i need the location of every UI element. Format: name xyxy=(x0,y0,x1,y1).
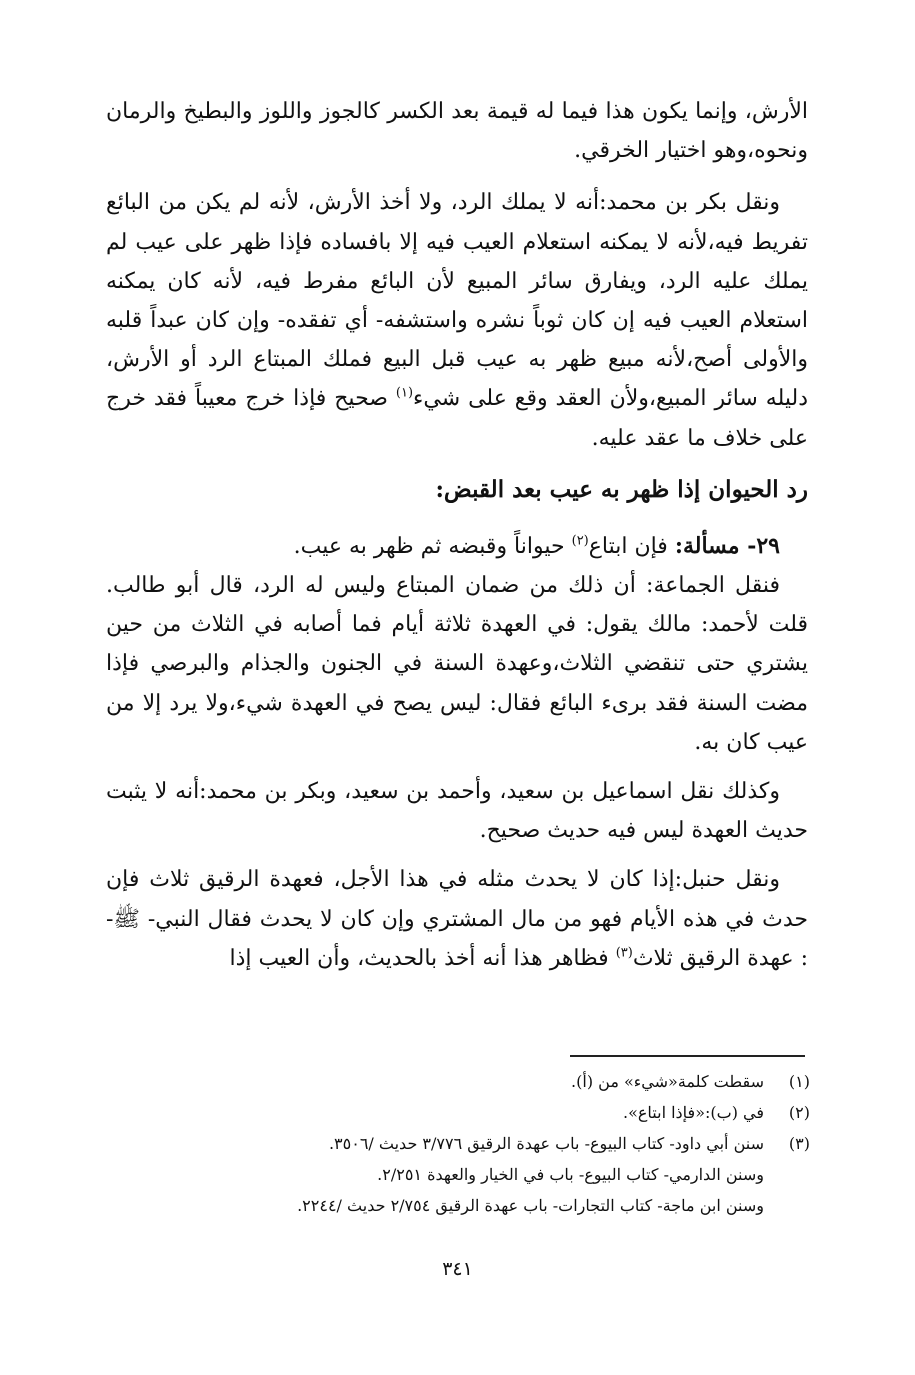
paragraph-text: الأرش، وإنما يكون هذا فيما له قيمة بعد الكسر كالجوز واللوز والبطيخ والرمان ونحوه،وهو اختيار الخرقي. xyxy=(106,99,808,164)
paragraph-ismail-narration xyxy=(106,772,808,850)
paragraph-text: حيواناً وقبضه ثم ظهر به عيب. xyxy=(293,533,572,559)
footnote-number: (١) xyxy=(788,1072,810,1091)
footnote-ref-2[interactable]: (٢) xyxy=(571,533,589,549)
paragraph-text: فظاهر هذا أنه أخذ بالحديث، وأن العيب إذا xyxy=(229,945,616,971)
footnote-3-continuation: وسنن الدارمي- كتاب البيوع- باب في الخيار والعهدة ٢/٢٥١. xyxy=(377,1165,764,1184)
footnotes xyxy=(110,1066,810,1221)
paragraph-text: وكذلك نقل اسماعيل بن سعيد، وأحمد بن سعيد، وبكر بن محمد:أنه لا يثبت حديث العهدة ليس فيه حديث صحيح. xyxy=(106,779,808,844)
footnote-text: سقطت كلمة«شيء» من (أ). xyxy=(571,1072,764,1091)
paragraph-continued xyxy=(106,92,808,170)
section-heading: رد الحيوان إذا ظهر به عيب بعد القبض: xyxy=(435,475,808,503)
page-number: ٣٤١ xyxy=(442,1258,473,1280)
paragraph-bakr-narration xyxy=(106,183,808,457)
footnote-3-continuation: وسنن ابن ماجة- كتاب التجارات- باب عهدة الرقيق ٢/٧٥٤ حديث /٢٢٤٤. xyxy=(297,1196,764,1215)
paragraph-hanbal-narration xyxy=(106,860,808,978)
footnote-text: في (ب):«فإذا ابتاع». xyxy=(623,1103,764,1122)
paragraph-jamaa-narration xyxy=(106,566,808,762)
footnote-text: سنن أبي داود- كتاب البيوع- باب عهدة الرقيق ٣/٧٧٦ حديث /٣٥٠٦. xyxy=(328,1134,764,1153)
footnote-1 xyxy=(110,1066,810,1097)
paragraph-text: صحيح فإذا خرج معيباً فقد خرج على خلاف ما عقد عليه. xyxy=(106,386,808,451)
footnote-2 xyxy=(110,1097,810,1128)
main-text xyxy=(106,92,808,978)
paragraph-text: فإن ابتاع xyxy=(588,533,675,559)
footnote-number: (٣) xyxy=(788,1134,810,1153)
footnote-number: (٢) xyxy=(788,1103,810,1122)
footnote-ref-1[interactable]: (١) xyxy=(395,386,414,402)
footnote-ref-3[interactable]: (٣) xyxy=(615,945,633,961)
issue-label: ٢٩- مسألة: xyxy=(674,532,780,559)
footnote-separator xyxy=(570,1055,805,1057)
footnote-3 xyxy=(110,1128,810,1159)
paragraph-text: فنقل الجماعة: أن ذلك من ضمان المبتاع وليس له الرد، قال أبو طالب. قلت لأحمد: مالك يقول: في العهدة ثلاثة أيام فما أصابه في الثلاث من حين يشتري حتى تنقضي الثلاث،وعهدة السنة في الجنون والجذام والبرصي فإذا مضت السنة فقد برىء البائع فقال: ليس يصح في العهدة شيء،ولا يرد إلا من عيب كان به. xyxy=(106,573,808,755)
paragraph-text: ونقل حنبل:إذا كان لا يحدث مثله في هذا الأجل، فعهدة الرقيق ثلاث فإن حدث في هذه الأيام فهو من مال المشتري وإن كان لا يحدث فقال النبي- ﷺ- : عهدة الرقيق ثلاث xyxy=(106,867,808,971)
paragraph-text: ونقل بكر بن محمد:أنه لا يملك الرد، ولا أخذ الأرش، لأنه لم يكن من البائع تفريط فيه،لأنه لا يمكنه استعلام العيب فيه إلا بافساده فإذا ظهر على عيب لم يملك عليه الرد، ويفارق سائر المبيع لأن البائع مفرط فيه، لأنه كان يمكنه استعلام العيب فيه إن كان ثوباً نشره واستشفه- أي تفقده- وإن كان عبداً قلبه والأولى أصح،لأنه مبيع ظهر به عيب قبل البيع فملك المبتاع الرد أو الأرش، دليله سائر المبيع،ولأن العقد وقع على شيء xyxy=(106,190,808,412)
issue-29 xyxy=(106,527,808,566)
